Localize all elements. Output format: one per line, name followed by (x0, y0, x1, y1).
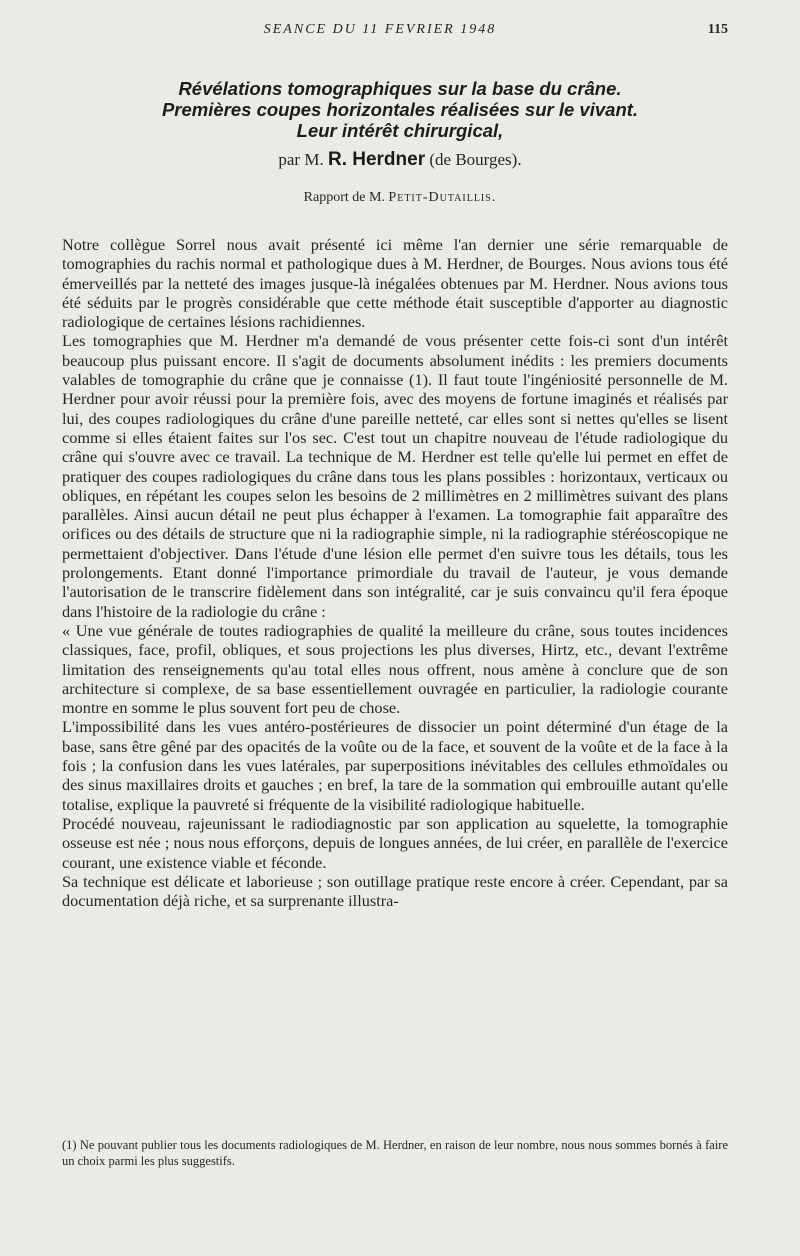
running-head-title: SEANCE DU 11 FEVRIER 1948 (263, 22, 497, 37)
paragraph-4: L'impossibilité dans les vues antéro-postérieures de dissocier un point déterminé d'un étage de la base, sans être gêné par des opacités de la voûte ou de la face, et souvent de la voûte et de la face à la fois ; la confusion dans les vues latérales, par superpositions inévitables des cellules ethmoïdales ou des sinus maxillaires droits et gauches ; en bref, la tare de la sommation qui embrouille autant qu'elle totalise, explique la pauvreté si fréquente de la visibilité radiologique habituelle. (62, 717, 728, 814)
article-body (62, 235, 728, 910)
article-title (60, 78, 740, 141)
footnote: (1) Ne pouvant publier tous les documents radiologiques de M. Herdner, en raison de leur nombre, nous nous sommes bornés à faire un choix parmi les plus suggestifs. (62, 1138, 728, 1168)
paragraph-1: Notre collègue Sorrel nous avait présenté ici même l'an dernier une série remarquable de tomographies du rachis normal et pathologique dues à M. Herdner, de Bourges. Nous avions tous été émerveillés par la netteté des images jusque-là inégalées obtenues par M. Herdner. Nous avions tous été séduits par le progrès considérable que cette méthode était susceptible d'apporter au diagnostic radiologique de certaines lésions rachidiennes. (62, 235, 728, 332)
paragraph-3: « Une vue générale de toutes radiographies de qualité la meilleure du crâne, sous toutes incidences classiques, face, profil, obliques, et sous projections les plus diverses, Hirtz, etc., devant l'extrême limitation des renseignements qu'au total elles nous offrent, nous amène à conclure que de son architecture si complexe, de sa base essentiellement ouvragée en particulier, la radiologie courante montre en somme le plus souvent fort peu de chose. (62, 620, 728, 718)
page-number: 115 (707, 22, 728, 37)
paragraph-6: Sa technique est délicate et laborieuse ; son outillage pratique reste encore à créer. Cependant, par sa documentation déjà riche, et sa surprenante illustra- (62, 871, 728, 911)
article-title-line-3: Leur intérêt chirurgical, (296, 120, 504, 141)
author-name: R. Herdner (327, 149, 426, 170)
article-title-line-2: Premières coupes horizontales réalisées sur le vivant. (161, 99, 639, 120)
paragraph-5: Procédé nouveau, rajeunissant le radiodiagnostic par son application au squelette, la tomographie osseuse est née ; nous nous efforçons, depuis de longues années, de lui créer, en parallèle de l'exercice courant, une existence viable et féconde. (62, 813, 728, 872)
report-prefix: Rapport de M. (303, 190, 385, 205)
article-title-line-1: Révélations tomographiques sur la base du crâne. (178, 78, 622, 99)
byline-prefix: par M. (278, 150, 324, 169)
byline-affiliation: (de Bourges). (429, 150, 522, 169)
report-line (0, 190, 800, 206)
reporter-name: Petit-Dutaillis. (388, 190, 497, 205)
paragraph-2: Les tomographies que M. Herdner m'a demandé de vous présenter cette fois-ci sont d'un intérêt beaucoup plus puissant encore. Il s'agit de documents absolument inédits : les premiers documents valables de tomographie du crâne que je connaisse (1). Il faut toute l'ingéniosité personnelle de M. Herdner pour avoir réussi pour la première fois, avec des moyens de fortune imaginés et réalisés par lui, des coupes radiologiques du crâne d'une pareille netteté, car elles sont si nettes qu'elles se lisent comme si elles étaient faites sur l'os sec. C'est tout un chapitre nouveau de l'étude radiologique du crâne qui s'ouvre avec ce travail. La technique de M. Herdner est telle qu'elle lui permet en effet de pratiquer des coupes radiologiques du crâne dans tous les plans possibles : horizontaux, verticaux ou obliques, en répétant les coupes selon les besoins de 2 millimètres en 2 millimètres suivant des plans parallèles. Ainsi aucun détail ne peut plus échapper à l'examen. La tomographie fait apparaître des orifices ou des détails de structure que ni la radiographie simple, ni la radiographie stéréoscopique ne permettaient d'objectiver. Dans l'étude d'une lésion elle permet d'en suivre tous les détails, tous les prolongements. Etant donné l'importance primordiale du travail de l'auteur, je vous demande l'autorisation de le transcrire fidèlement dans son intégralité, car je suis convaincu qu'il fera époque dans l'histoire de la radiologie du crâne : (62, 331, 728, 621)
byline (0, 149, 800, 171)
running-head (0, 22, 800, 42)
